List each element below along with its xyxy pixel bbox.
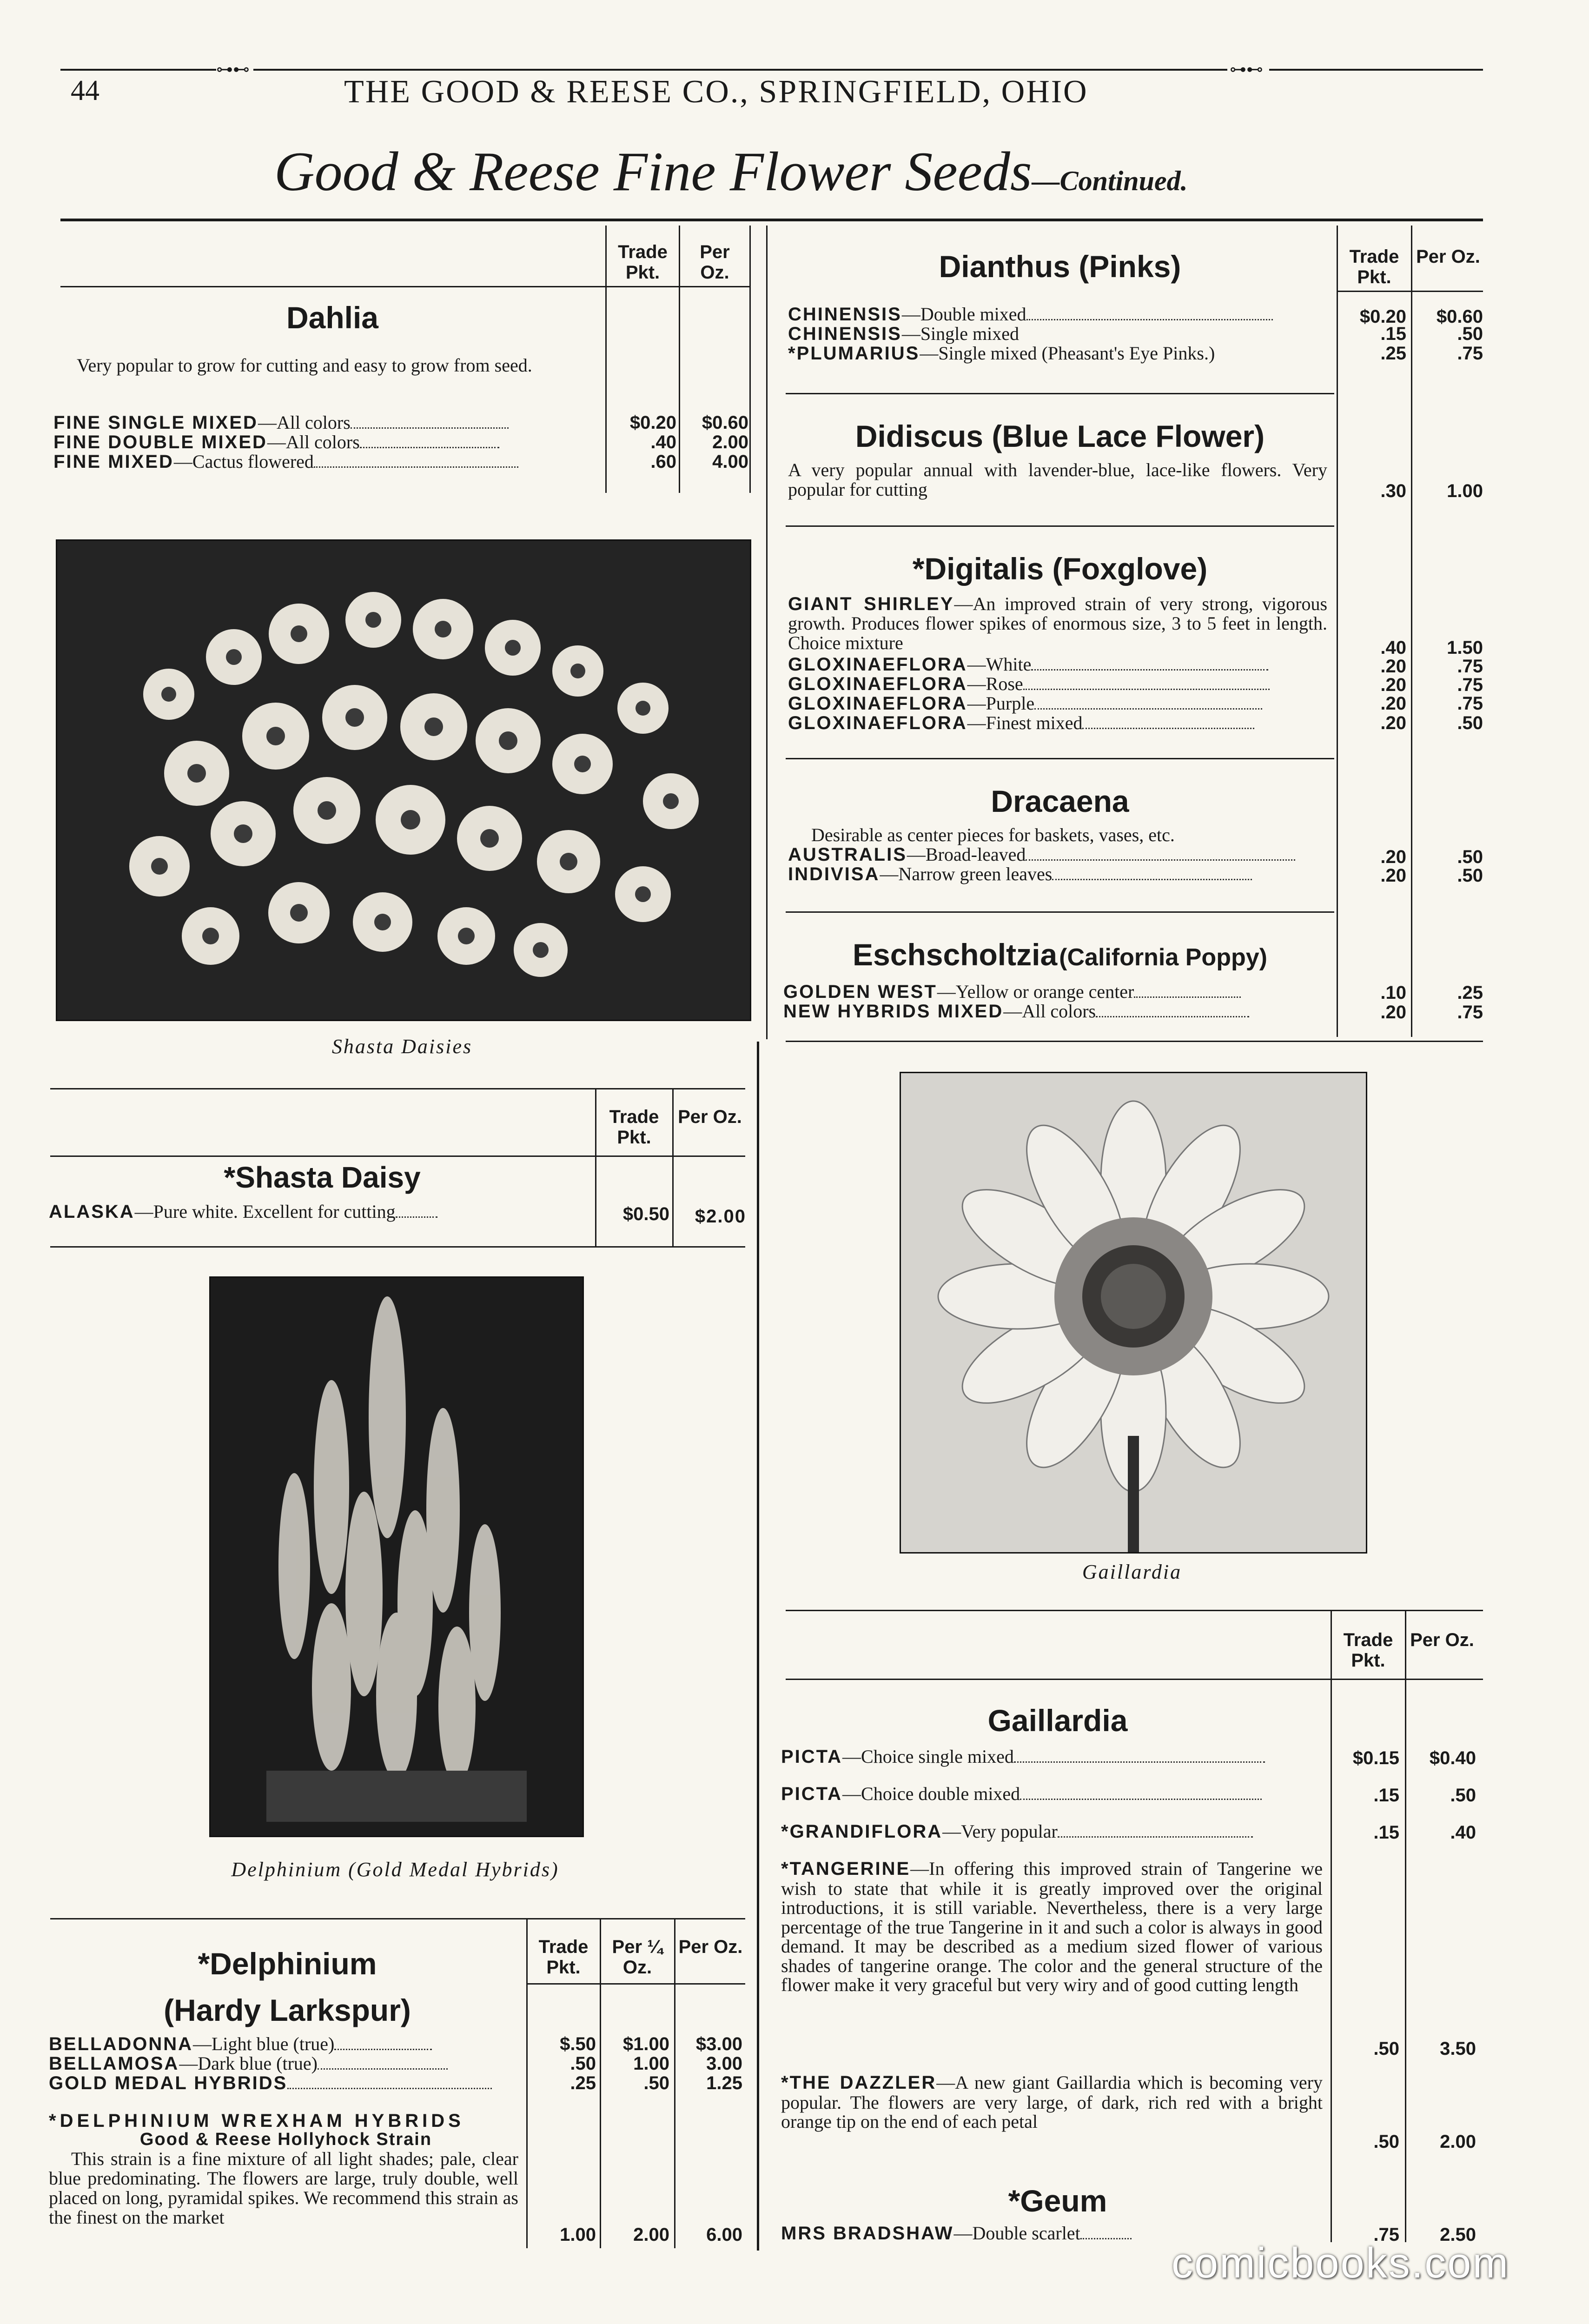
page-number: 44	[71, 75, 99, 106]
dracaena-oz: .50	[1457, 865, 1483, 886]
header-rule-top-right	[1269, 69, 1483, 71]
shasta-top-rule	[50, 1088, 745, 1089]
dahlia-col-line-1	[605, 226, 607, 493]
dianthus-header-oz: Per Oz.	[1416, 246, 1480, 267]
digitalis-item: GLOXINAEFLORA—Purple	[788, 694, 1262, 713]
gaillardia-top-rule	[786, 1610, 1483, 1611]
digitalis-title: *Digitalis (Foxglove)	[912, 551, 1208, 586]
company-name: THE GOOD & REESE CO., SPRINGFIELD, OHIO	[344, 74, 1088, 110]
gaillardia-title: Gaillardia	[987, 1703, 1128, 1738]
right-col-line-1	[1337, 226, 1338, 1037]
dianthus-oz: $0.60	[1436, 306, 1483, 327]
delphinium-pkt: $.50	[560, 2034, 596, 2054]
digitalis-lead: GIANT SHIRLEY—An improved strain of very strong, vigorous growth. Produces flower spikes of enormous size, 3 to 5 feet in length. Choice mixture	[788, 593, 1328, 653]
dianthus-title: Dianthus (Pinks)	[939, 249, 1181, 284]
eschscholtzia-subtitle: (California Poppy)	[1059, 944, 1267, 971]
digitalis-item: GLOXINAEFLORA—Finest mixed	[788, 713, 1254, 733]
geum-oz: 2.50	[1440, 2224, 1476, 2245]
tangerine-oz: 3.50	[1440, 2038, 1476, 2059]
dahlia-col-line-2	[679, 226, 680, 493]
right-col-line-2	[1411, 226, 1412, 1037]
ornament-left: ⊶⊷	[216, 60, 250, 79]
eschscholtzia-oz: .75	[1457, 1002, 1483, 1023]
geum-title: *Geum	[1008, 2184, 1107, 2218]
column-divider-top	[766, 226, 768, 1039]
dracaena-bottom-rule	[786, 911, 1334, 913]
digitalis-pkt: .20	[1380, 713, 1406, 733]
dianthus-pkt: $0.20	[1359, 306, 1406, 327]
gaillardia-pkt: .15	[1373, 1822, 1399, 1843]
watermark: comicbooks.com	[1172, 2239, 1510, 2287]
didiscus-oz: 1.00	[1447, 481, 1483, 501]
delphinium-qoz: 1.00	[633, 2053, 669, 2074]
delphinium-subtitle: (Hardy Larkspur)	[164, 1993, 411, 2027]
dianthus-oz: .75	[1457, 343, 1483, 364]
dahlia-pkt: $0.20	[629, 412, 676, 433]
dracaena-title: Dracaena	[991, 784, 1129, 818]
dianthus-item: CHINENSIS—Single mixed	[788, 323, 1020, 344]
shasta-col-line-1	[595, 1088, 596, 1246]
ornament-right: ⊶⊷	[1230, 60, 1263, 79]
dahlia-oz: 4.00	[712, 452, 748, 472]
dracaena-oz: .50	[1457, 847, 1483, 867]
digitalis-pkt: .20	[1380, 656, 1406, 677]
dahlia-header-oz: Per Oz.	[700, 242, 730, 283]
dahlia-header-rule	[60, 286, 751, 287]
delphinium-qoz: .50	[643, 2073, 669, 2093]
gaillardia-item: PICTA—Choice single mixed	[781, 1747, 1265, 1766]
gaillardia-item: PICTA—Choice double mixed	[781, 1784, 1262, 1804]
page-title	[274, 139, 1188, 204]
gaillardia-header-oz: Per Oz.	[1410, 1630, 1474, 1650]
shasta-col-line-2	[672, 1088, 674, 1246]
gaillardia-oz: .50	[1450, 1785, 1476, 1806]
dianthus-header-trade: Trade Pkt.	[1349, 246, 1399, 287]
dazzler-desc: *THE DAZZLER—A new giant Gaillardia which is becoming very popular. The flowers are very large, of dark, rich red with a bright orange tip on the end of each petal	[781, 2072, 1323, 2132]
delphinium-header-oz: Per Oz.	[678, 1937, 743, 1957]
wrexham-qoz: 2.00	[633, 2224, 669, 2245]
digitalis-bottom-rule	[786, 758, 1334, 759]
wrexham-pkt: 1.00	[560, 2224, 596, 2245]
dahlia-header-trade: Trade Pkt.	[618, 242, 668, 283]
shasta-daisies-caption: Shasta Daisies	[331, 1035, 473, 1058]
digitalis-oz: .75	[1457, 675, 1483, 695]
gaillardia-illustration	[901, 1073, 1366, 1552]
delphinium-item: BELLADONNA—Light blue (true)	[49, 2034, 432, 2054]
eschscholtzia-pkt: .20	[1380, 1002, 1406, 1023]
dazzler-oz: 2.00	[1440, 2131, 1476, 2152]
delphinium-pkt: .50	[570, 2053, 596, 2074]
eschscholtzia-title: Eschscholtzia	[853, 937, 1058, 972]
didiscus-pkt: .30	[1380, 481, 1406, 501]
gaillardia-header-trade: Trade Pkt.	[1343, 1630, 1393, 1671]
delphinium-pkt: .25	[570, 2073, 596, 2093]
delphinium-header-qoz: Per ¼ Oz.	[612, 1937, 663, 1978]
gaillardia-oz: .40	[1450, 1822, 1476, 1843]
digitalis-item: GLOXINAEFLORA—Rose	[788, 674, 1270, 694]
digitalis-oz: .75	[1457, 693, 1483, 714]
header-rule-top-mid	[253, 69, 1227, 71]
dahlia-col-line-3	[749, 226, 751, 493]
digitalis-lead-pkt: .40	[1380, 637, 1406, 658]
shasta-header-rule	[50, 1155, 745, 1157]
dahlia-intro: Very popular to grow for cutting and easy to grow from seed.	[77, 355, 532, 376]
dahlia-title: Dahlia	[286, 300, 379, 335]
dracaena-pkt: .20	[1380, 847, 1406, 867]
delphinium-title: *Delphinium	[198, 1946, 377, 1981]
digitalis-item: GLOXINAEFLORA—White	[788, 655, 1268, 674]
tangerine-pkt: .50	[1373, 2038, 1399, 2059]
delphinium-oz: $3.00	[695, 2034, 742, 2054]
gaillardia-col-line-2	[1405, 1610, 1406, 2242]
shasta-pkt: $0.50	[622, 1204, 669, 1224]
digitalis-lead-oz: 1.50	[1447, 637, 1483, 658]
header-rule-top-left	[60, 69, 216, 71]
column-divider	[757, 1042, 759, 2251]
dracaena-intro: Desirable as center pieces for baskets, vases, etc.	[811, 824, 1175, 845]
delphinium-col-line-3	[674, 1918, 675, 2248]
eschscholtzia-item: NEW HYBRIDS MIXED—All colors	[783, 1002, 1249, 1021]
dahlia-pkt: .60	[650, 452, 676, 472]
delphinium-item: BELLAMOSA—Dark blue (true)	[49, 2054, 448, 2073]
wrexham-desc: This strain is a fine mixture of all light shades; pale, clear blue predominating. The flowers are large, truly double, well placed on long, pyramidal spikes. We recommend this strain as the finest on the market	[49, 2148, 518, 2228]
page-title-continued: —Continued.	[1032, 166, 1188, 196]
didiscus-desc: A very popular annual with lavender-blue, lace-like flowers. Very popular for cutting	[788, 459, 1327, 500]
eschscholtzia-heading	[786, 937, 1334, 972]
eschscholtzia-pkt: .10	[1380, 983, 1406, 1003]
shasta-daisies-photo	[56, 539, 751, 1021]
delphinium-photo	[209, 1276, 584, 1837]
header-divider	[60, 219, 1483, 221]
wrexham-subtitle: Good & Reese Hollyhock Strain	[139, 2130, 432, 2149]
geum-item: MRS BRADSHAW—Double scarlet	[781, 2224, 1132, 2243]
dianthus-pkt: .25	[1380, 343, 1406, 364]
delphinium-oz: 3.00	[706, 2053, 742, 2074]
right-header-rule	[1337, 291, 1483, 292]
dracaena-item: AUSTRALIS—Broad-leaved	[788, 845, 1295, 864]
delphinium-item: GOLD MEDAL HYBRIDS	[49, 2073, 492, 2093]
delphinium-col-line-1	[526, 1918, 528, 2248]
page-title-main: Good & Reese Fine Flower Seeds	[274, 140, 1032, 202]
delphinium-header-rule	[526, 1983, 745, 1985]
delphinium-caption: Delphinium (Gold Medal Hybrids)	[231, 1858, 559, 1881]
dracaena-item: INDIVISA—Narrow green leaves	[788, 864, 1252, 884]
shasta-header-oz: Per Oz.	[678, 1107, 742, 1127]
digitalis-pkt: .20	[1380, 693, 1406, 714]
eschscholtzia-bottom-rule	[786, 1041, 1483, 1042]
shasta-oz: $2.00	[695, 1206, 746, 1227]
dianthus-oz: .50	[1457, 324, 1483, 344]
dahlia-oz: 2.00	[712, 432, 748, 452]
dahlia-item: FINE DOUBLE MIXED—All colors	[53, 432, 499, 452]
didiscus-title: Didiscus (Blue Lace Flower)	[855, 419, 1265, 453]
dianthus-item: CHINENSIS—Double mixed	[788, 305, 1273, 324]
didiscus-bottom-rule	[786, 525, 1334, 527]
gaillardia-pkt: $0.15	[1352, 1748, 1399, 1768]
dianthus-pkt: .15	[1380, 324, 1406, 344]
delphinium-top-rule	[50, 1918, 745, 1919]
dianthus-bottom-rule	[786, 393, 1334, 394]
gaillardia-photo	[900, 1072, 1367, 1554]
gaillardia-header-rule	[786, 1679, 1483, 1680]
delphinium-qoz: $1.00	[622, 2034, 669, 2054]
wrexham-oz: 6.00	[706, 2224, 742, 2245]
tangerine-desc: *TANGERINE—In offering this improved strain of Tangerine we wish to state that while it is greatly improved over the original introductions, it is still variable. Nevertheless, there is a very large percentage of the true Tangerine in it and such a color is always in good demand. It may be described as a medium sized flower of various shades of tangerine orange. The color and the general structure of the flower make it very graceful but very wiry and of good cutting length	[781, 1858, 1323, 1995]
dazzler-pkt: .50	[1373, 2131, 1399, 2152]
eschscholtzia-oz: .25	[1457, 983, 1483, 1003]
dahlia-item: FINE MIXED—Cactus flowered	[53, 452, 518, 471]
dracaena-pkt: .20	[1380, 865, 1406, 886]
delphinium-col-line-2	[600, 1918, 601, 2248]
shasta-bottom-rule	[50, 1246, 745, 1248]
delphinium-header-trade: Trade Pkt.	[538, 1937, 589, 1978]
delphinium-illustration	[211, 1278, 583, 1836]
shasta-title: *Shasta Daisy	[224, 1161, 421, 1194]
delphinium-oz: 1.25	[706, 2073, 742, 2093]
daisy-illustration	[57, 541, 750, 1020]
wrexham-name: *DELPHINIUM WREXHAM HYBRIDS	[49, 2111, 464, 2131]
dahlia-item: FINE SINGLE MIXED—All colors	[53, 413, 509, 432]
gaillardia-pkt: .15	[1373, 1785, 1399, 1806]
gaillardia-item: *GRANDIFLORA—Very popular	[781, 1822, 1253, 1841]
geum-pkt: .75	[1373, 2224, 1399, 2245]
shasta-item: ALASKA—Pure white. Excellent for cutting	[49, 1202, 437, 1222]
shasta-header-trade: Trade Pkt.	[609, 1107, 659, 1148]
digitalis-oz: .75	[1457, 656, 1483, 677]
eschscholtzia-item: GOLDEN WEST—Yellow or orange center	[783, 982, 1241, 1002]
dianthus-item: *PLUMARIUS—Single mixed (Pheasant's Eye Pinks.)	[788, 343, 1215, 364]
dahlia-oz: $0.60	[702, 412, 748, 433]
digitalis-pkt: .20	[1380, 675, 1406, 695]
gaillardia-caption: Gaillardia	[1082, 1560, 1182, 1583]
digitalis-oz: .50	[1457, 713, 1483, 733]
dahlia-pkt: .40	[650, 432, 676, 452]
gaillardia-oz: $0.40	[1429, 1748, 1476, 1768]
gaillardia-col-line-1	[1331, 1610, 1332, 2242]
